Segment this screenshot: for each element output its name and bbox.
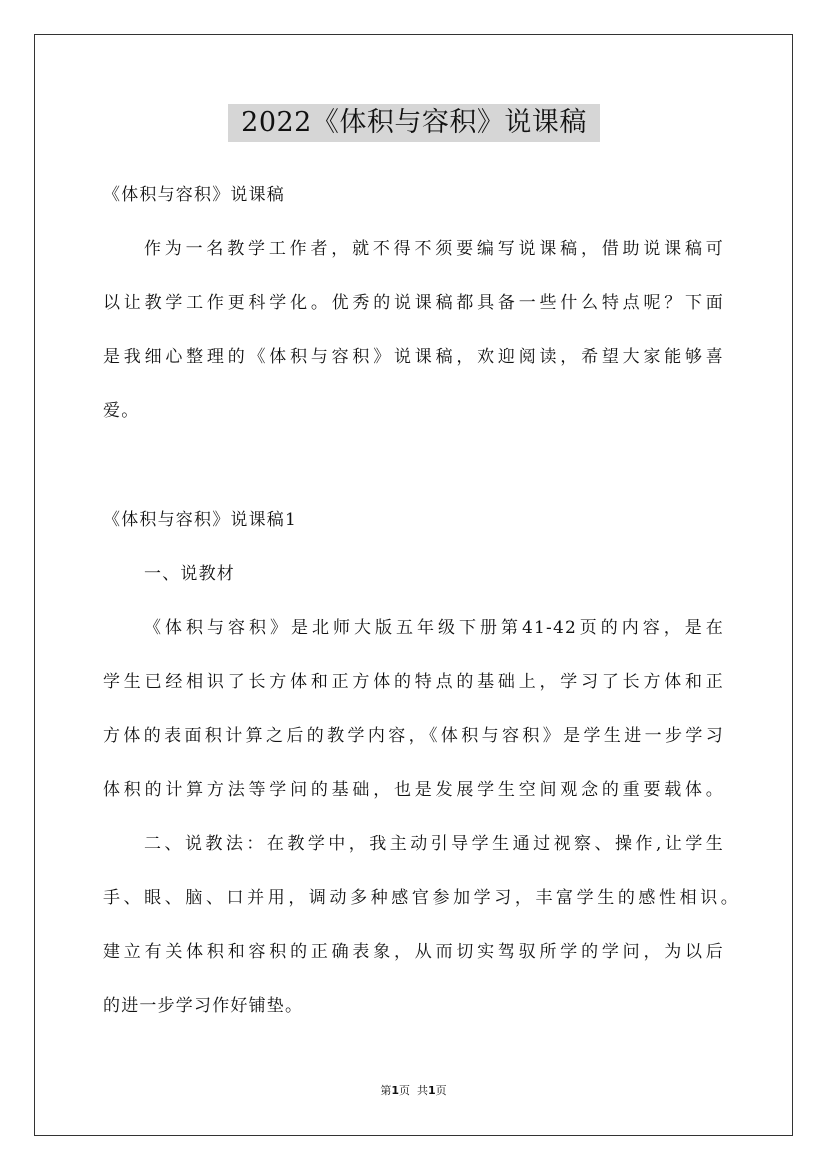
part2-line-4: 的进一步学习作好铺垫。	[103, 996, 304, 1016]
intro-line-1: 作为一名教学工作者，就不得不须要编写说课稿，借助说课稿可	[144, 239, 724, 259]
intro-line-4: 爱。	[103, 401, 140, 421]
footer-page-mid: 页 共	[399, 1084, 428, 1097]
part1-heading: 一、说教材	[144, 564, 235, 584]
intro-line-2: 以让教学工作更科学化。优秀的说课稿都具备一些什么特点呢？下面	[103, 293, 724, 313]
page-footer	[0, 1083, 827, 1099]
footer-page-total: 1	[428, 1084, 436, 1097]
part2-line-1: 二、说教法：在教学中，我主动引导学生通过视察、操作,让学生	[144, 834, 724, 854]
part1-line-4: 体积的计算方法等学问的基础，也是发展学生空间观念的重要载体。	[103, 780, 724, 800]
part1-line-3: 方体的表面积计算之后的教学内容，《体积与容积》是学生进一步学习	[103, 726, 724, 746]
part1-line-1: 《体积与容积》是北师大版五年级下册第41-42页的内容，是在	[144, 618, 724, 638]
footer-page-prefix: 第	[380, 1084, 392, 1097]
document-subtitle: 《体积与容积》说课稿	[103, 185, 285, 205]
part2-line-3: 建立有关体积和容积的正确表象，从而切实驾驭所学的学问，为以后	[103, 942, 724, 962]
part2-line-2: 手、眼、脑、口并用，调动多种感官参加学习，丰富学生的感性相识。	[103, 888, 739, 908]
footer-page-suffix: 页	[435, 1084, 447, 1097]
footer-page-current: 1	[391, 1084, 399, 1097]
part1-line-2: 学生已经相识了长方体和正方体的特点的基础上，学习了长方体和正	[103, 672, 724, 692]
intro-line-3: 是我细心整理的《体积与容积》说课稿，欢迎阅读，希望大家能够喜	[103, 347, 724, 367]
document-title: 2022《体积与容积》说课稿	[228, 104, 600, 142]
section-heading: 《体积与容积》说课稿1	[103, 510, 298, 530]
